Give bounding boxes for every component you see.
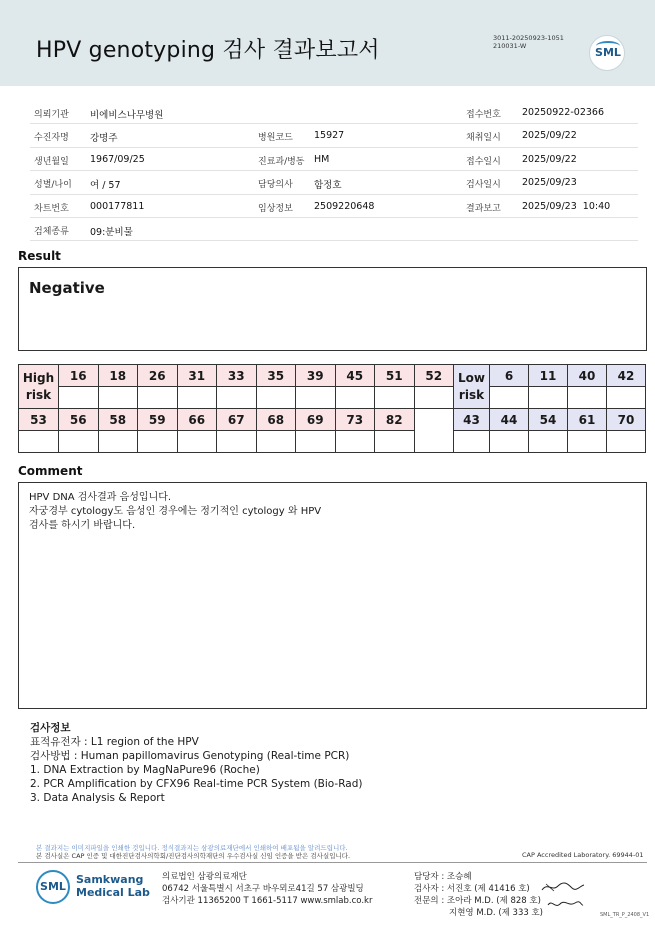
result-cell — [490, 431, 529, 453]
lab-address — [162, 871, 372, 907]
comment-line: 검사를 하시기 바랍니다. — [29, 520, 136, 531]
brand-name — [76, 873, 150, 899]
high-risk-type: 35 — [256, 365, 296, 387]
report-title: HPV genotyping 검사 결과보고서 — [36, 38, 380, 63]
method-line: 1. DNA Extraction by MagNaPure96 (Roche) — [30, 764, 260, 776]
result-cell — [59, 431, 99, 453]
print-notice: 본 결과지는 이미지파일을 인쇄한 것입니다. 정식결과지는 삼광의료재단에서 인쇄하여 배포됨을 알려드립니다. — [36, 844, 348, 852]
result-cell — [375, 431, 415, 453]
high-risk-type: 59 — [138, 409, 178, 431]
document-id-line1: 3011-20250923-1051 — [493, 34, 564, 42]
birth-label: 생년월일 — [34, 156, 69, 167]
high-risk-label: High risk — [19, 365, 59, 409]
doctor-value: 함정호 — [314, 180, 342, 192]
accreditation-notice: 본 검사실은 CAP 인증 및 대한진단검사의학회/진단검사의학재단의 우수검사실 신임 인증을 받은 검사실입니다. — [36, 852, 351, 860]
staff-manager: 담당자 : 조승혜 — [414, 872, 472, 882]
result-box — [18, 267, 647, 351]
brand-line1: Samkwang — [76, 873, 144, 886]
low-risk-type: 61 — [568, 409, 607, 431]
collect-date-value: 2025/09/22 — [522, 130, 577, 142]
name-label: 수진자명 — [34, 133, 69, 144]
high-risk-type: 82 — [375, 409, 415, 431]
method-heading: 검사정보 — [30, 722, 71, 734]
low-risk-type: 6 — [490, 365, 529, 387]
result-cell — [375, 387, 415, 409]
test-method-info — [30, 721, 362, 805]
result-cell — [296, 431, 336, 453]
institution-contact: 검사기관 11365200 T 1661-5117 www.smlab.co.kr — [162, 896, 373, 906]
report-label: 결과보고 — [466, 203, 501, 214]
empty-cell — [414, 409, 454, 453]
clinical-label: 임상정보 — [258, 203, 293, 214]
result-cell — [177, 387, 217, 409]
result-cell — [177, 431, 217, 453]
staff-list — [414, 871, 543, 919]
address: 06742 서울특별시 서초구 바우뫼로41길 57 삼광빌딩 — [162, 884, 364, 894]
low-risk-label: Low risk — [454, 365, 490, 409]
result-cell — [568, 387, 607, 409]
result-cell — [138, 431, 178, 453]
signature-icon — [540, 880, 586, 894]
form-code: SML_TR_P_2408_V1 — [600, 912, 650, 918]
sex-age-label: 성별/나이 — [34, 180, 72, 191]
high-risk-type: 31 — [177, 365, 217, 387]
comment-box — [18, 482, 647, 709]
info-row — [30, 218, 638, 241]
high-risk-type: 68 — [256, 409, 296, 431]
patient-info-table — [30, 101, 638, 241]
info-row — [30, 124, 638, 147]
brand-line2: Medical Lab — [76, 886, 150, 899]
sml-logo-text: SML — [595, 46, 621, 59]
result-cell — [335, 387, 375, 409]
result-value: Negative — [29, 279, 105, 297]
staff-specialist: 지현영 M.D. (제 333 호) — [449, 908, 544, 918]
comment-line: HPV DNA 검사결과 음성입니다. — [29, 492, 172, 503]
birth-value: 1967/09/25 — [90, 153, 145, 165]
result-cell — [490, 387, 529, 409]
result-cell — [19, 431, 59, 453]
method-line: 검사방법 : Human papillomavirus Genotyping (Real-time PCR) — [30, 750, 350, 762]
staff-tester: 검사자 : 서진호 (제 41416 호) — [414, 884, 530, 894]
sex-age-value: 여 / 57 — [90, 180, 121, 192]
footer-divider — [18, 862, 647, 863]
comment-heading: Comment — [18, 464, 83, 478]
low-risk-type: 11 — [529, 365, 568, 387]
low-risk-type: 43 — [454, 409, 490, 431]
info-row — [30, 101, 638, 124]
result-cell — [98, 387, 138, 409]
samkwang-logo — [36, 870, 70, 904]
result-cell — [217, 387, 257, 409]
hospital-label: 의뢰기관 — [34, 110, 69, 120]
result-cell — [256, 387, 296, 409]
result-cell — [335, 431, 375, 453]
low-risk-type: 42 — [607, 365, 646, 387]
result-cell — [59, 387, 99, 409]
dept-label: 진료과/병동 — [258, 156, 305, 167]
dept-value: HM — [314, 153, 330, 165]
cap-accreditation: CAP Accredited Laboratory. 69944-01 — [522, 851, 644, 859]
result-cell — [138, 387, 178, 409]
low-risk-type: 54 — [529, 409, 568, 431]
result-cell — [296, 387, 336, 409]
hospital-value: 비에비스나무병원 — [90, 110, 164, 121]
method-line: 표적유전자 : L1 region of the HPV — [30, 736, 199, 748]
staff-specialist: 전문의 : 조아라 M.D. (제 828 호) — [414, 896, 541, 906]
high-risk-type: 52 — [414, 365, 454, 387]
result-cell — [568, 431, 607, 453]
high-risk-type: 39 — [296, 365, 336, 387]
receipt-date-value: 2025/09/22 — [522, 153, 577, 165]
document-id — [493, 34, 564, 50]
sml-logo — [589, 35, 625, 71]
high-risk-type: 45 — [335, 365, 375, 387]
result-cell — [414, 387, 454, 409]
org-name: 의료법인 삼광의료재단 — [162, 872, 247, 882]
result-cell — [98, 431, 138, 453]
doctor-label: 담당의사 — [258, 180, 293, 191]
receipt-date-label: 접수일시 — [466, 156, 501, 167]
high-risk-type: 51 — [375, 365, 415, 387]
specimen-label: 검체종류 — [34, 226, 69, 237]
method-line: 3. Data Analysis & Report — [30, 792, 165, 804]
high-risk-type: 67 — [217, 409, 257, 431]
samkwang-logo-text: SML — [40, 880, 66, 893]
high-risk-type: 53 — [19, 409, 59, 431]
name-value: 강명주 — [90, 133, 118, 145]
high-risk-type: 16 — [59, 365, 99, 387]
report-value: 2025/09/23 10:40 — [522, 200, 611, 212]
genotype-row — [19, 409, 655, 431]
low-risk-type: 40 — [568, 365, 607, 387]
info-row — [30, 195, 638, 218]
test-date-label: 검사일시 — [466, 180, 501, 191]
high-risk-type: 66 — [177, 409, 217, 431]
low-risk-type: 44 — [490, 409, 529, 431]
collect-date-label: 채취일시 — [466, 133, 501, 144]
comment-line: 자궁경부 cytology도 음성인 경우에는 정기적인 cytology 와 HPV — [29, 506, 322, 517]
chart-no-value: 000177811 — [90, 200, 145, 212]
info-row — [30, 148, 638, 171]
genotype-row — [19, 365, 655, 387]
result-cell — [454, 431, 490, 453]
genotype-result-row — [19, 387, 655, 409]
high-risk-type: 69 — [296, 409, 336, 431]
genotype-table — [18, 364, 655, 453]
receipt-no-value: 20250922-02366 — [522, 107, 605, 118]
method-line: 2. PCR Amplification by CFX96 Real-time PCR System (Bio-Rad) — [30, 778, 363, 790]
high-risk-type: 18 — [98, 365, 138, 387]
high-risk-type: 26 — [138, 365, 178, 387]
hospital-code-label: 병원코드 — [258, 133, 293, 144]
high-risk-type: 33 — [217, 365, 257, 387]
info-row — [30, 171, 638, 194]
chart-no-label: 차트번호 — [34, 203, 69, 214]
high-risk-type: 73 — [335, 409, 375, 431]
high-risk-type: 56 — [59, 409, 99, 431]
signature-icon — [545, 897, 585, 911]
result-cell — [529, 387, 568, 409]
document-id-line2: 210031-W — [493, 42, 527, 50]
test-date-value: 2025/09/23 — [522, 177, 577, 189]
result-cell — [217, 431, 257, 453]
hospital-code-value: 15927 — [314, 130, 345, 142]
high-risk-type: 58 — [98, 409, 138, 431]
genotype-result-row — [19, 431, 655, 453]
result-cell — [607, 387, 646, 409]
receipt-no-label: 접수번호 — [466, 110, 501, 120]
report-header — [0, 0, 655, 86]
result-cell — [256, 431, 296, 453]
low-risk-type: 70 — [607, 409, 646, 431]
result-heading: Result — [18, 249, 61, 263]
result-cell — [607, 431, 646, 453]
specimen-value: 09:분비물 — [90, 226, 133, 238]
result-cell — [529, 431, 568, 453]
clinical-value: 2509220648 — [314, 200, 375, 212]
